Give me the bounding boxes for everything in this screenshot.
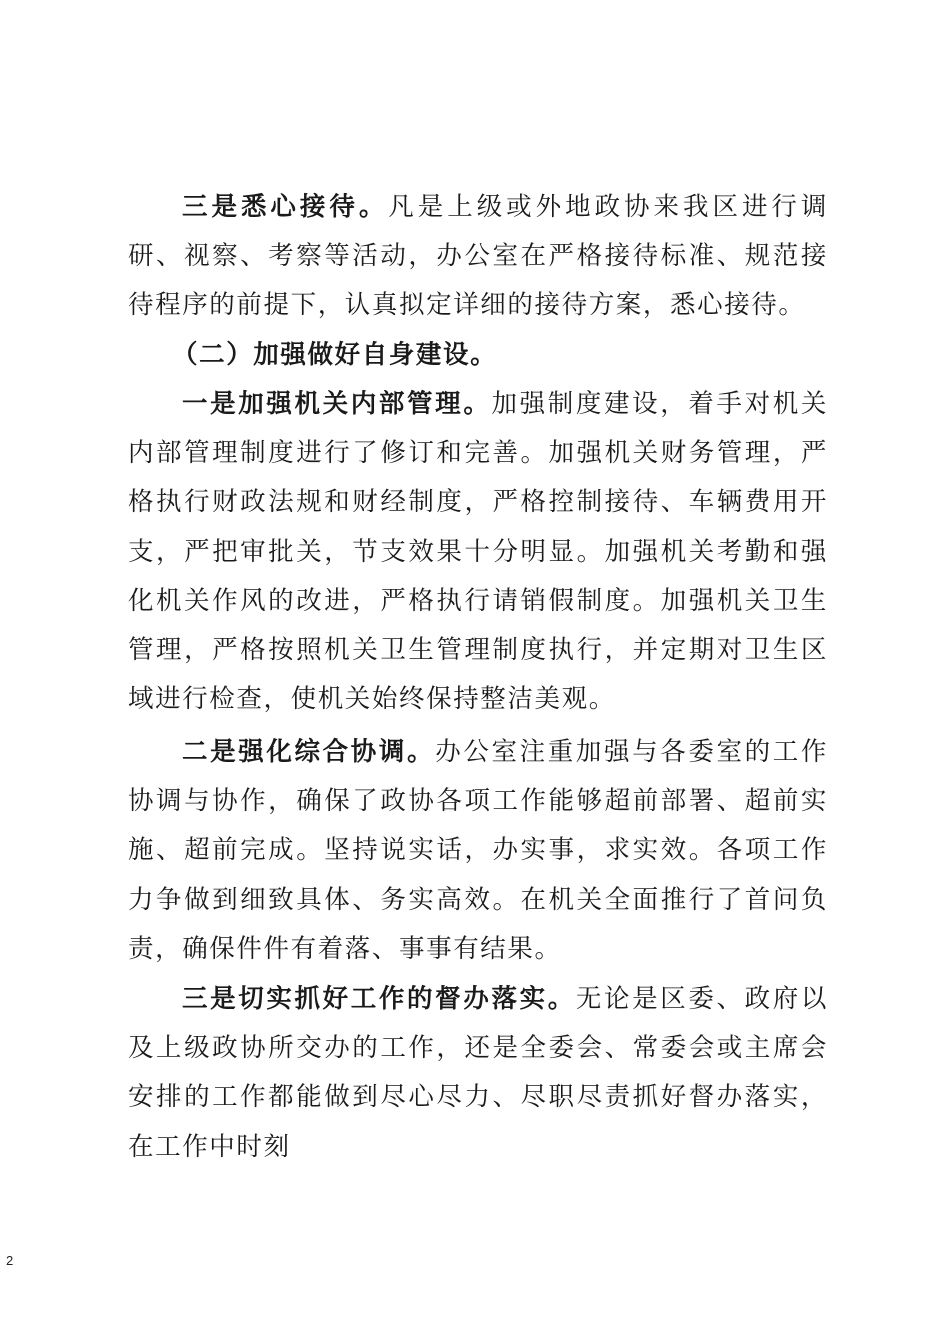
paragraph-supervision <box>128 975 828 1172</box>
section-heading: （二）加强做好自身建设。 <box>172 340 498 370</box>
paragraph-body: 加强制度建设，着手对机关内部管理制度进行了修订和完善。加强机关财务管理，严格执行财政法规和财经制度，严格控制接待、车辆费用开支，严把审批关，节支效果十分明显。加强机关考勤和强化机关作风的改进，严格执行请销假制度。加强机关卫生管理，严格按照机关卫生管理制度执行，并定期对卫生区域进行检查，使机关始终保持整洁美观。 <box>128 389 828 715</box>
page-number: 2 <box>6 1253 14 1268</box>
paragraph-body: 凡是上级或外地政协来我区进行调研、视察、考察等活动，办公室在严格接待标准、规范接待程序的前提下，认真拟定详细的接待方案，悉心接待。 <box>128 192 828 321</box>
paragraph-lead: 三是悉心接待。 <box>182 192 389 222</box>
paragraph-lead: 二是强化综合协调。 <box>182 737 436 767</box>
paragraph-lead: 一是加强机关内部管理。 <box>182 389 492 419</box>
paragraph-lead: 三是切实抓好工作的督办落实。 <box>182 984 576 1014</box>
paragraph-reception <box>128 183 828 331</box>
paragraph-body: 无论是区委、政府以及上级政协所交办的工作，还是全委会、常委会或主席会安排的工作都能做到尽心尽力、尽职尽责抓好督办落实，在工作中时刻 <box>128 984 828 1162</box>
paragraph-internal-management <box>128 380 828 724</box>
paragraph-coordination <box>128 728 828 974</box>
paragraph-body: 办公室注重加强与各委室的工作协调与协作，确保了政协各项工作能够超前部署、超前实施、超前完成。坚持说实话，办实事，求实效。各项工作力争做到细致具体、务实高效。在机关全面推行了首问负责，确保件件有着落、事事有结果。 <box>128 737 828 964</box>
